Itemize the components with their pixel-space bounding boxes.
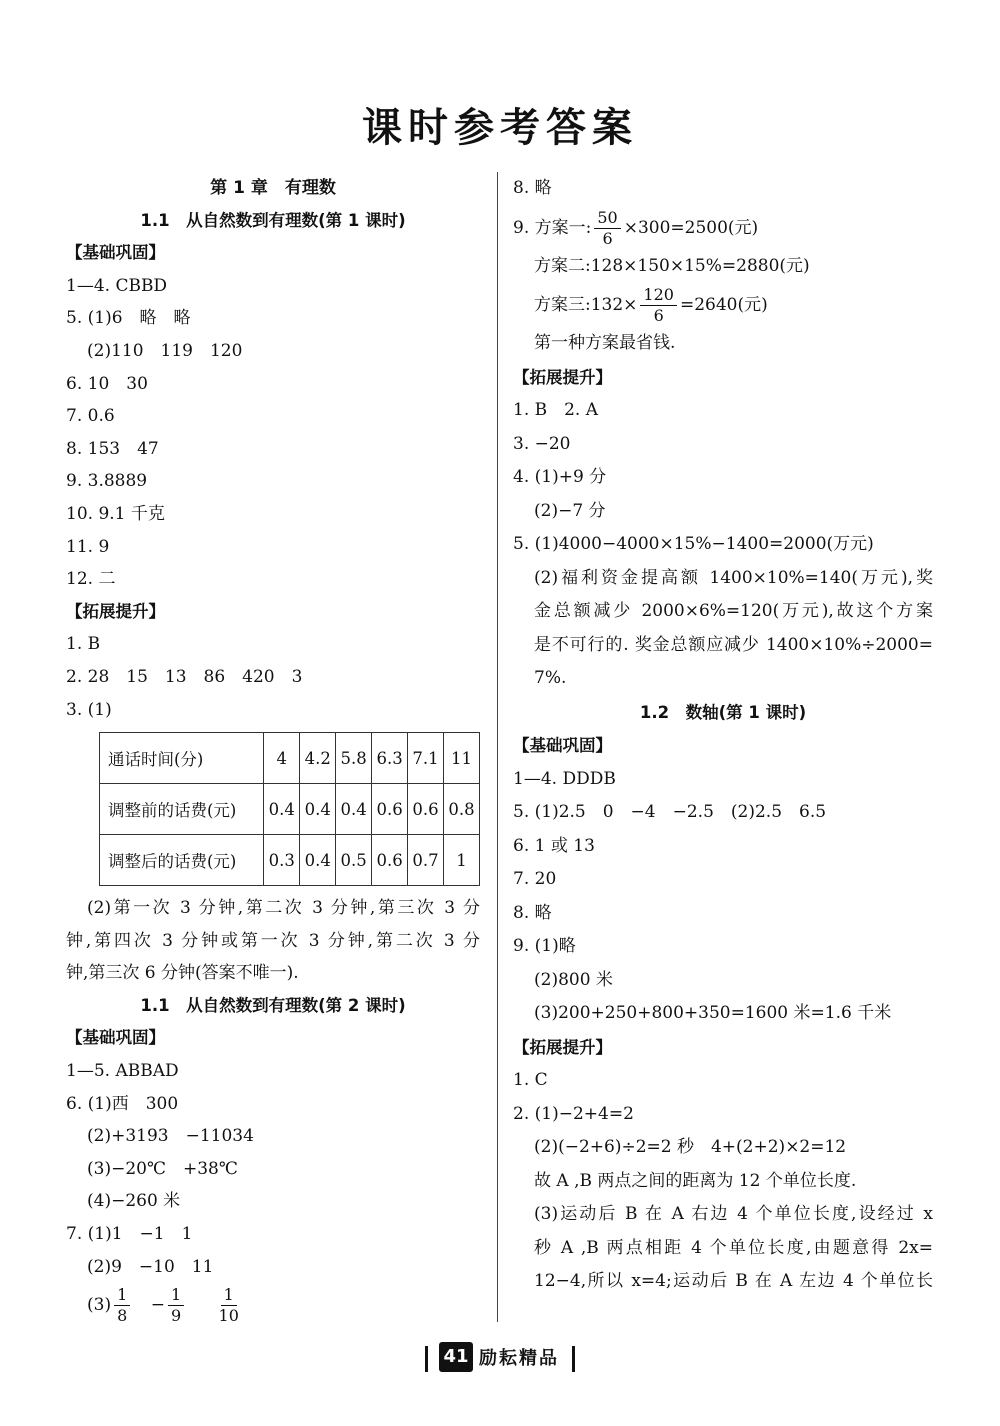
answer-line: 9. 3.8889 (66, 471, 148, 492)
fraction-answer-line (513, 283, 933, 327)
table-cell: 0.3 (264, 835, 300, 886)
answer-line: 是不可行的. 奖金总额应减少 1400×10%÷2000= (534, 634, 933, 655)
answer-line: 7%. (534, 668, 567, 688)
table-cell: 7.1 (408, 733, 444, 784)
answer-line: 3. −20 (513, 433, 571, 454)
table-row (100, 733, 480, 784)
answer-line: 7. 0.6 (66, 406, 115, 427)
answer-line: (2)110 119 120 (87, 340, 243, 361)
answer-suffix: ×300=2500(元) (623, 217, 759, 238)
basic-tag: 【基础巩固】 (66, 243, 165, 263)
answer-line: 1. B 2. A (513, 400, 599, 420)
answer-line: (3)运动后 B 在 A 右边 4 个单位长度,设经过 x (534, 1204, 933, 1224)
brand-logo: 励耘精品 (479, 1348, 559, 1369)
numerator: 120 (640, 287, 677, 306)
extension-tag: 【拓展提升】 (66, 601, 165, 621)
answer-line: 8. 略 (513, 178, 552, 198)
answer-line: 7. (1)1 −1 1 (66, 1224, 193, 1245)
answer-line: (3)200+250+800+350=1600 米=1.6 千米 (534, 1003, 892, 1023)
answer-line: 6. (1)西 300 (66, 1093, 179, 1114)
answer-line: 6. 10 30 (66, 373, 148, 394)
fraction-answer-line (66, 1283, 480, 1327)
table-row (100, 835, 480, 886)
extension-tag: 【拓展提升】 (513, 367, 612, 387)
answer-line: 7. 20 (513, 869, 557, 889)
right-column (513, 172, 933, 1299)
table-cell: 4 (264, 733, 300, 784)
basic-tag: 【基础巩固】 (513, 736, 612, 755)
answer-line: 金总额减少 2000×6%=120(万元),故这个方案 (534, 601, 933, 621)
answer-line: (3)−20℃ +38℃ (87, 1158, 238, 1179)
denominator: 6 (602, 228, 613, 248)
table-cell: 0.6 (372, 835, 408, 886)
answer-line: 11. 9 (66, 536, 110, 557)
page-footer (425, 1342, 575, 1378)
fraction (114, 1287, 130, 1324)
answer-prefix: 方案三:132× (534, 295, 638, 315)
answer-line: 2. (1)−2+4=2 (513, 1103, 634, 1124)
footer-bar-left (425, 1346, 428, 1372)
answer-line: (2)第一次 3 分钟,第二次 3 分钟,第三次 3 分 (87, 898, 480, 919)
answer-suffix: =2640(元) (679, 295, 768, 315)
answer-prefix: 9. 方案一: (513, 217, 592, 238)
section-heading: 1.2 数轴(第 1 课时) (639, 702, 807, 722)
page-title: 课时参考答案 (362, 105, 638, 151)
answer-line: 第一种方案最省钱. (534, 333, 676, 353)
answer-line: (2)9 −10 11 (87, 1256, 214, 1277)
answer-line: 12−4,所以 x=4;运动后 B 在 A 左边 4 个单位长 (534, 1271, 933, 1291)
table-cell: 0.7 (408, 835, 444, 886)
basic-tag: 【基础巩固】 (66, 1028, 165, 1048)
answer-line: 5. (1)2.5 0 −4 −2.5 (2)2.5 6.5 (513, 802, 827, 822)
answer-line: (2)(−2+6)÷2=2 秒 4+(2+2)×2=12 (534, 1137, 847, 1157)
table-row-label: 通话时间(分) (100, 733, 264, 784)
answer-line: (4)−260 米 (87, 1191, 181, 1212)
table-cell: 0.5 (336, 835, 372, 886)
answer-prefix: (3) (87, 1295, 112, 1316)
table-row-label: 调整前的话费(元) (100, 784, 264, 835)
answer-line: 方案二:128×150×15%=2880(元) (534, 255, 810, 276)
section-heading: 1.1 从自然数到有理数(第 1 课时) (140, 210, 406, 230)
table-cell: 0.4 (300, 835, 336, 886)
answer-line: 钟,第三次 6 分钟(答案不唯一). (66, 963, 299, 984)
table-cell: 0.4 (336, 784, 372, 835)
numerator: 1 (114, 1287, 130, 1306)
table-row (100, 784, 480, 835)
table-cell: 11 (443, 733, 479, 784)
answer-line: 1. B (66, 634, 101, 655)
table-cell: 0.4 (264, 784, 300, 835)
numerator: 1 (221, 1287, 237, 1306)
numerator: 50 (594, 210, 620, 229)
answer-line: 1—5. ABBAD (66, 1061, 179, 1082)
answer-line: 1—4. CBBD (66, 275, 168, 296)
fraction (168, 1287, 184, 1324)
chapter-heading: 第 1 章 有理数 (210, 178, 336, 198)
answer-line: 3. (1) (66, 699, 112, 720)
answer-line: 2. 28 15 13 86 420 3 (66, 666, 303, 687)
answer-line: 9. (1)略 (513, 936, 576, 956)
page-number: 41 (439, 1342, 473, 1372)
answer-line: 8. 153 47 (66, 438, 159, 459)
numerator: 1 (168, 1287, 184, 1306)
table-cell: 4.2 (300, 733, 336, 784)
answer-line: 10. 9.1 千克 (66, 503, 165, 524)
table-cell: 0.6 (372, 784, 408, 835)
denominator: 10 (218, 1306, 239, 1326)
denominator: 9 (170, 1306, 182, 1326)
fraction (594, 207, 620, 248)
answer-line: (2)800 米 (534, 969, 613, 990)
answer-line: 1. C (513, 1070, 548, 1090)
answer-line: 1—4. DDDB (513, 768, 616, 789)
answer-line: 故 A ,B 两点之间的距离为 12 个单位长度. (534, 1170, 857, 1191)
fraction (640, 287, 677, 324)
answer-line: (2)福利资金提高额 1400×10%=140(万元),奖 (534, 567, 933, 588)
answer-line: 5. (1)4000−4000×15%−1400=2000(万元) (513, 534, 874, 554)
left-column (66, 172, 480, 1327)
table-cell: 0.4 (300, 784, 336, 835)
minus-sign: − (150, 1295, 165, 1316)
table-cell: 0.8 (443, 784, 479, 835)
footer-bar-right (572, 1346, 575, 1372)
extension-tag: 【拓展提升】 (513, 1037, 612, 1057)
answer-line: 6. 1 或 13 (513, 835, 595, 856)
answer-line: 8. 略 (513, 902, 552, 923)
answer-line: 5. (1)6 略 略 (66, 308, 191, 329)
denominator: 6 (653, 306, 664, 325)
table-row-label: 调整后的话费(元) (100, 835, 264, 886)
denominator: 8 (117, 1306, 128, 1326)
answer-line: 秒 A ,B 两点相距 4 个单位长度,由题意得 2x= (534, 1237, 933, 1258)
table-cell: 0.6 (408, 784, 444, 835)
section-heading: 1.1 从自然数到有理数(第 2 课时) (140, 995, 406, 1015)
answer-line: 4. (1)+9 分 (513, 467, 607, 487)
table-cell: 1 (443, 835, 479, 886)
table-cell: 6.3 (372, 733, 408, 784)
fee-table (99, 732, 480, 886)
answer-line: (2)−7 分 (534, 500, 606, 521)
fraction (216, 1287, 242, 1324)
fraction-answer-line (513, 206, 933, 250)
table-cell: 5.8 (336, 733, 372, 784)
column-divider (497, 172, 498, 1322)
answer-line: 12. 二 (66, 569, 116, 590)
answer-line: (2)+3193 −11034 (87, 1126, 254, 1147)
answer-line: 钟,第四次 3 分钟或第一次 3 分钟,第二次 3 分 (66, 930, 480, 951)
